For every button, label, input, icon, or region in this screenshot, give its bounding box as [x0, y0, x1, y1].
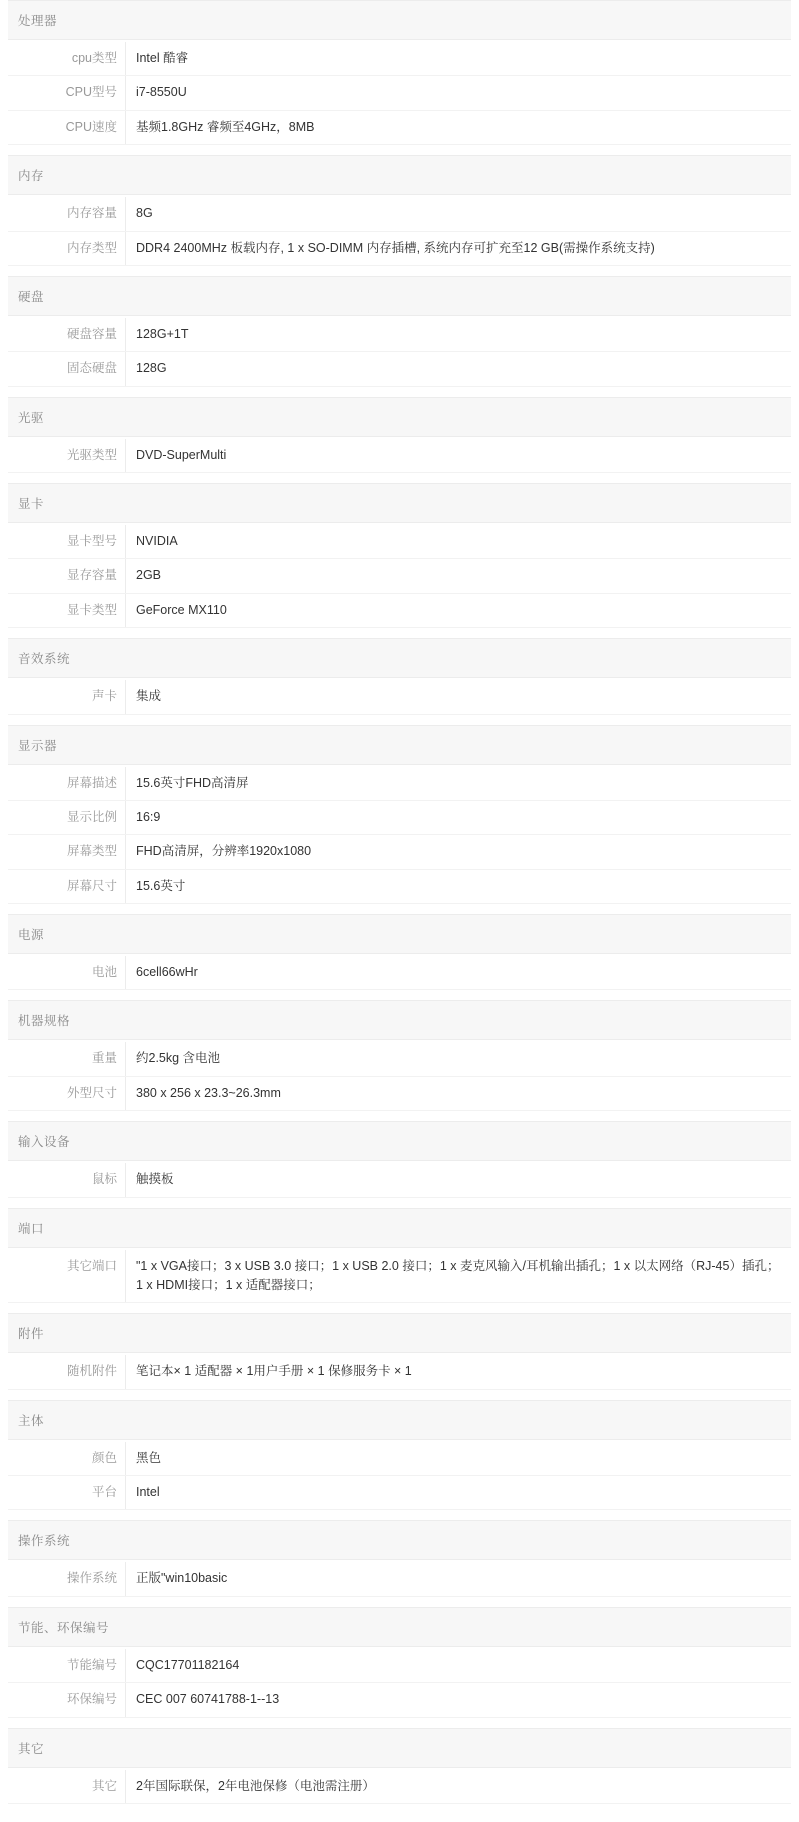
- spec-row-value: 2GB: [125, 559, 791, 592]
- spec-row-label: 屏幕类型: [66, 844, 117, 859]
- spec-section: [8, 1000, 791, 1111]
- spec-row: [8, 232, 791, 266]
- spec-row: [8, 1562, 791, 1596]
- spec-row-label: 显卡类型: [66, 602, 117, 617]
- section-title: 显卡: [8, 483, 791, 523]
- spec-row-label: 电池: [91, 965, 117, 979]
- spec-section: [8, 0, 791, 145]
- spec-row-value: 黑色: [125, 1442, 791, 1475]
- spec-section: [8, 276, 791, 387]
- spec-row-value: i7-8550U: [125, 76, 791, 109]
- spec-row: [8, 801, 791, 835]
- spec-row: [8, 1250, 791, 1304]
- section-title: 操作系统: [8, 1520, 791, 1560]
- spec-row: [8, 76, 791, 110]
- spec-row-label: 显卡型号: [66, 534, 117, 548]
- spec-row-label: 固态硬盘: [66, 361, 117, 376]
- spec-row-label: 鼠标: [91, 1172, 117, 1187]
- spec-row-label: CPU型号: [65, 85, 117, 100]
- spec-row-value: 笔记本× 1 适配器 × 1用户手册 × 1 保修服务卡 × 1: [125, 1355, 791, 1388]
- spec-row: [8, 197, 791, 231]
- spec-row-label: 内存容量: [66, 206, 117, 221]
- spec-row-label: 节能编号: [66, 1657, 117, 1672]
- section-title: 附件: [8, 1313, 791, 1353]
- spec-section: [8, 725, 791, 905]
- section-title: 硬盘: [8, 276, 791, 316]
- spec-section: [8, 1208, 791, 1304]
- spec-row-value: CEC 007 60741788-1--13: [125, 1683, 791, 1716]
- section-title: 主体: [8, 1400, 791, 1440]
- spec-row: [8, 1476, 791, 1510]
- section-rows: [8, 1248, 791, 1304]
- spec-row-label: cpu类型: [71, 51, 117, 65]
- section-title: 机器规格: [8, 1000, 791, 1040]
- spec-row: [8, 525, 791, 559]
- section-rows: [8, 1440, 791, 1511]
- spec-row-label: 平台: [91, 1485, 117, 1499]
- spec-row-value: 正版"win10basic: [125, 1562, 791, 1595]
- section-rows: [8, 316, 791, 387]
- spec-row: [8, 767, 791, 801]
- section-rows: [8, 1353, 791, 1389]
- spec-section: [8, 397, 791, 473]
- spec-section: [8, 914, 791, 990]
- spec-row: [8, 956, 791, 990]
- spec-row: [8, 1649, 791, 1683]
- spec-row-value: 6cell66wHr: [125, 956, 791, 989]
- spec-row: [8, 835, 791, 869]
- spec-row-label: 操作系统: [66, 1571, 117, 1586]
- spec-row: [8, 1163, 791, 1197]
- spec-row: [8, 439, 791, 473]
- spec-row-value: DDR4 2400MHz 板载内存, 1 x SO-DIMM 内存插槽, 系统内存可扩充至12 GB(需操作系统支持): [125, 232, 791, 265]
- section-title: 电源: [8, 914, 791, 954]
- spec-row: [8, 1442, 791, 1476]
- spec-row-value: 2年国际联保，2年电池保修（电池需注册）: [125, 1770, 791, 1803]
- spec-row-label: 屏幕尺寸: [66, 878, 117, 893]
- spec-section: [8, 1520, 791, 1596]
- section-rows: [8, 678, 791, 714]
- spec-row-value: FHD高清屏，分辨率1920x1080: [125, 835, 791, 868]
- spec-row-label: 内存类型: [66, 240, 117, 255]
- spec-section: [8, 1400, 791, 1511]
- section-title: 输入设备: [8, 1121, 791, 1161]
- spec-row: [8, 1770, 791, 1804]
- spec-row-label: 其它: [91, 1778, 117, 1793]
- spec-row: [8, 870, 791, 904]
- spec-row-label: 硬盘容量: [66, 326, 117, 341]
- spec-row-value: 16:9: [125, 801, 791, 834]
- spec-row-label: 环保编号: [66, 1692, 117, 1707]
- spec-row-value: 触摸板: [125, 1163, 791, 1196]
- section-rows: [8, 1040, 791, 1111]
- spec-row: [8, 1683, 791, 1717]
- spec-row-label: 外型尺寸: [66, 1085, 117, 1100]
- spec-row: [8, 680, 791, 714]
- section-rows: [8, 523, 791, 628]
- spec-row: [8, 42, 791, 76]
- section-rows: [8, 437, 791, 473]
- spec-row-value: GeForce MX110: [125, 594, 791, 627]
- spec-row-label: 其它端口: [66, 1258, 117, 1273]
- spec-section: [8, 1728, 791, 1804]
- section-title: 端口: [8, 1208, 791, 1248]
- section-rows: [8, 195, 791, 266]
- spec-row-label: 显存容量: [66, 568, 117, 583]
- section-title: 显示器: [8, 725, 791, 765]
- section-rows: [8, 40, 791, 145]
- spec-row-label: 颜色: [91, 1450, 117, 1465]
- spec-row-label: 显示比例: [66, 809, 117, 824]
- spec-row: [8, 1355, 791, 1389]
- spec-section: [8, 483, 791, 628]
- section-rows: [8, 765, 791, 905]
- spec-row-label: CPU速度: [65, 119, 117, 134]
- spec-section: [8, 1607, 791, 1718]
- section-rows: [8, 954, 791, 990]
- section-title: 节能、环保编号: [8, 1607, 791, 1647]
- spec-row-value: Intel 酷睿: [125, 42, 791, 75]
- spec-row: [8, 318, 791, 352]
- spec-row-value: Intel: [125, 1476, 791, 1509]
- spec-row: [8, 559, 791, 593]
- spec-row-value: "1 x VGA接口；3 x USB 3.0 接口；1 x USB 2.0 接口；1 x 麦克风输入/耳机输出插孔；1 x 以太网络（RJ-45）插孔；1 x HDMI接口；1 x 适配器接口；: [125, 1250, 791, 1303]
- section-title: 光驱: [8, 397, 791, 437]
- spec-row-value: CQC17701182164: [125, 1649, 791, 1682]
- spec-section: [8, 638, 791, 714]
- section-rows: [8, 1647, 791, 1718]
- section-rows: [8, 1768, 791, 1804]
- spec-row-label: 重量: [91, 1051, 117, 1066]
- spec-row-value: 128G+1T: [125, 318, 791, 351]
- spec-row-value: 8G: [125, 197, 791, 230]
- section-title: 音效系统: [8, 638, 791, 678]
- spec-row: [8, 352, 791, 386]
- spec-row-value: 380 x 256 x 23.3~26.3mm: [125, 1077, 791, 1110]
- spec-row-value: NVIDIA: [125, 525, 791, 558]
- spec-row-value: 约2.5kg 含电池: [125, 1042, 791, 1075]
- spec-row-label: 光驱类型: [66, 447, 117, 462]
- section-title: 处理器: [8, 0, 791, 40]
- spec-row-value: 15.6英寸: [125, 870, 791, 903]
- spec-row: [8, 1042, 791, 1076]
- spec-row-label: 屏幕描述: [66, 775, 117, 790]
- spec-row: [8, 594, 791, 628]
- spec-section: [8, 155, 791, 266]
- spec-row: [8, 1077, 791, 1111]
- spec-row-value: 128G: [125, 352, 791, 385]
- spec-row-value: 集成: [125, 680, 791, 713]
- section-title: 内存: [8, 155, 791, 195]
- spec-row-label: 声卡: [91, 689, 117, 704]
- spec-section: [8, 1313, 791, 1389]
- section-rows: [8, 1161, 791, 1197]
- spec-row-value: 15.6英寸FHD高清屏: [125, 767, 791, 800]
- spec-row-label: 随机附件: [66, 1364, 117, 1379]
- spec-row: [8, 111, 791, 145]
- spec-row-value: DVD-SuperMulti: [125, 439, 791, 472]
- spec-row-value: 基频1.8GHz 睿频至4GHz，8MB: [125, 111, 791, 144]
- section-title: 其它: [8, 1728, 791, 1768]
- spec-section: [8, 1121, 791, 1197]
- section-rows: [8, 1560, 791, 1596]
